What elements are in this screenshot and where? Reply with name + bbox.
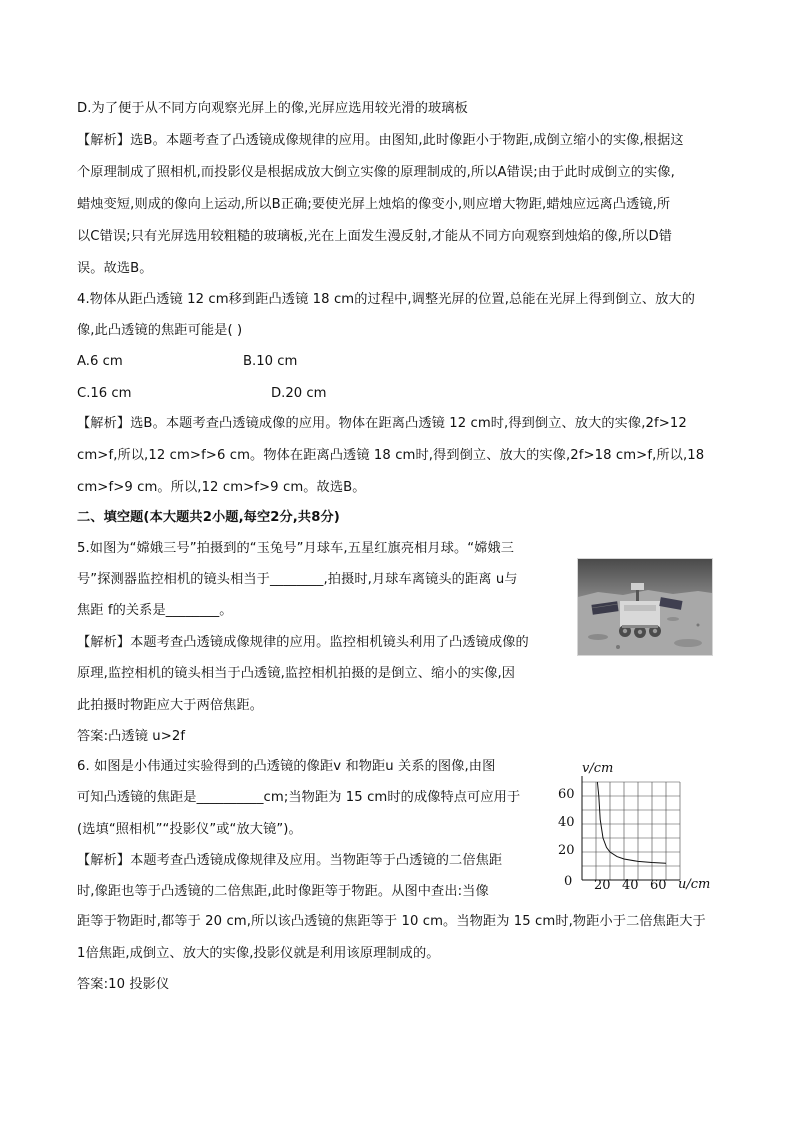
section-heading: 二、填空题(本大题共2小题,每空2分,共8分) [77, 510, 340, 525]
analysis-6-line-2: 时,像距也等于凸透镜的二倍焦距,此时像距等于物距。从图中查出:当像 [77, 884, 489, 899]
x-tick-20: 20 [594, 878, 611, 893]
answer-6: 答案:10 投影仪 [77, 977, 170, 992]
question-6-line-2: 可知凸透镜的焦距是__________cm;当物距为 15 cm时的成像特点可应用于 [77, 790, 521, 805]
question-4-line-2: 像,此凸透镜的焦距可能是( ) [77, 323, 243, 338]
question-5-line-2: 号”探测器监控相机的镜头相当于________,拍摄时,月球车离镜头的距离 u与 [77, 572, 518, 587]
analysis-5-line-3: 此拍摄时物距应大于两倍焦距。 [77, 698, 264, 713]
analysis-6-line-1: 【解析】本题考查凸透镜成像规律及应用。当物距等于凸透镜的二倍焦距 [77, 853, 503, 868]
analysis-3-line-4: 以C错误;只有光屏选用较粗糙的玻璃板,光在上面发生漫反射,才能从不同方向观察到烛焰的像,所以D错 [77, 229, 673, 244]
x-tick-40: 40 [622, 878, 639, 893]
analysis-6-line-4: 1倍焦距,成倒立、放大的实像,投影仪就是利用该原理制成的。 [77, 946, 440, 961]
question-4-line-1: 4.物体从距凸透镜 12 cm移到距凸透镜 18 cm的过程中,调整光屏的位置,总能在光屏上得到倒立、放大的 [77, 292, 696, 307]
image-distance-graph [548, 756, 718, 896]
option-d-line: D.为了便于从不同方向观察光屏上的像,光屏应选用较光滑的玻璃板 [77, 101, 468, 116]
question-5-line-1: 5.如图为“嫦娥三号”拍摄到的“玉兔号”月球车,五星红旗亮相月球。“嫦娥三 [77, 541, 515, 556]
lunar-rover-photo [577, 558, 713, 656]
y-axis-label: v/cm [582, 761, 614, 776]
y-tick-60: 60 [558, 787, 575, 802]
graph-grid [582, 782, 680, 880]
analysis-3-line-2: 个原理制成了照相机,而投影仪是根据成放大倒立实像的原理制成的,所以A错误;由于此时成倒立的实像, [77, 165, 675, 180]
analysis-6-line-3: 距等于物距时,都等于 20 cm,所以该凸透镜的焦距等于 10 cm。当物距为 15 cm时,物距小于二倍焦距大于 [77, 914, 706, 929]
x-axis-label: u/cm [678, 877, 711, 892]
choice-a: A.6 cm [77, 354, 123, 369]
choice-d: D.20 cm [271, 386, 327, 401]
question-6-line-1: 6. 如图是小伟通过实验得到的凸透镜的像距v 和物距u 关系的图像,由图 [77, 759, 496, 774]
graph-curve [597, 782, 666, 863]
x-tick-60: 60 [650, 878, 667, 893]
analysis-4-line-3: cm>f>9 cm。所以,12 cm>f>9 cm。故选B。 [77, 480, 366, 495]
y-tick-40: 40 [558, 815, 575, 830]
analysis-5-line-2: 原理,监控相机的镜头相当于凸透镜,监控相机拍摄的是倒立、缩小的实像,因 [77, 666, 516, 681]
y-tick-20: 20 [558, 843, 575, 858]
analysis-4-line-2: cm>f,所以,12 cm>f>6 cm。物体在距离凸透镜 18 cm时,得到倒立、放大的实像,2f>18 cm>f,所以,18 [77, 448, 705, 463]
analysis-4-line-1: 【解析】选B。本题考查凸透镜成像的应用。物体在距离凸透镜 12 cm时,得到倒立、放大的实像,2f>12 [77, 416, 687, 431]
question-6-line-3: (选填“照相机”“投影仪”或“放大镜”)。 [77, 822, 302, 837]
origin-label: 0 [564, 874, 573, 889]
choice-b: B.10 cm [243, 354, 298, 369]
choice-c: C.16 cm [77, 386, 132, 401]
analysis-3-line-5: 误。故选B。 [77, 261, 153, 276]
analysis-3-line-3: 蜡烛变短,则成的像向上运动,所以B正确;要使光屏上烛焰的像变小,则应增大物距,蜡烛应远离凸透镜,所 [77, 197, 671, 212]
analysis-3-line-1: 【解析】选B。本题考查了凸透镜成像规律的应用。由图知,此时像距小于物距,成倒立缩小的实像,根据这 [77, 133, 684, 148]
question-5-line-3: 焦距 f的关系是________。 [77, 603, 233, 618]
answer-5: 答案:凸透镜 u>2f [77, 729, 186, 744]
analysis-5-line-1: 【解析】本题考查凸透镜成像规律的应用。监控相机镜头利用了凸透镜成像的 [77, 635, 529, 650]
